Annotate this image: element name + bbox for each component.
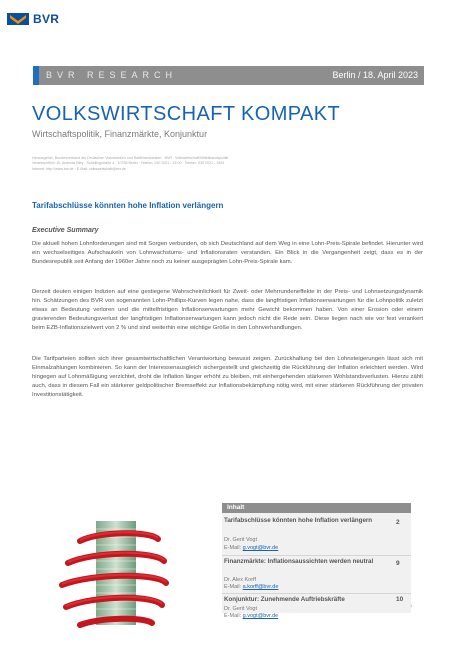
contents-header [222, 503, 411, 513]
publisher-info [32, 156, 424, 172]
email-link[interactable]: g.vogt@bvr.de [242, 545, 279, 551]
article-heading: Tarifabschlüsse könnten hohe Inflation verlängern [32, 201, 224, 210]
publisher-line: Herausgeber: Bundesverband der Deutschen Volksbanken und Raiffeisenbanken · BVR · Volkswirtschaft/Mittelstandspolitik [32, 156, 229, 160]
money-spiral-icon [40, 513, 190, 633]
logo-text: BVR [33, 12, 60, 26]
toc-item-page: 9 [396, 560, 400, 567]
toc-item-email [224, 613, 278, 619]
toc-item-email [224, 545, 278, 551]
email-label: E-Mail: [224, 545, 242, 551]
email-link[interactable]: a.korff@bvr.de [242, 584, 279, 590]
toc-item-author: Dr. Gerit Vogt [224, 537, 258, 543]
toc-item-author: Dr. Gerit Vogt [224, 606, 258, 612]
toc-divider [222, 593, 411, 594]
email-label: E-Mail: [224, 613, 242, 619]
email-label: E-Mail: [224, 584, 242, 590]
email-link[interactable]: g.vogt@bvr.de [242, 613, 279, 619]
toc-item-email [224, 584, 278, 590]
toc-divider [222, 555, 411, 556]
banner-accent [33, 66, 39, 85]
toc-item-title[interactable]: Finanzmärkte: Inflationsaussichten werden neutral [224, 558, 374, 565]
page-title: VOLKSWIRTSCHAFT KOMPAKT [32, 103, 341, 125]
executive-summary-label: Executive Summary [32, 227, 99, 234]
page-subtitle: Wirtschaftspolitik, Finanzmärkte, Konjunktur [32, 129, 208, 139]
toc-item-page: 10 [396, 596, 404, 603]
publisher-line: Verantwortlich: Dr. Andreas Bley · Schellingstraße 4 · 10785 Berlin · Telefon: 030 2021 - 15 00 · Telefax: 030 2021 - 1904 [32, 161, 225, 166]
publisher-line: Internet: http://www.bvr.de · E-Mail: volkswirtschaft@bvr.de [32, 166, 126, 171]
toc-item-title[interactable]: Konjunktur: Zunehmende Auftriebskräfte [224, 596, 345, 603]
toc-item-page: 2 [396, 519, 400, 526]
bvr-logo-mark-icon [7, 13, 29, 25]
toc-item-author: Dr. Alex Korff [224, 577, 256, 583]
summary-paragraph-3: Die Tarifparteien sollten sich ihrer gesamtwirtschaftlichen Verantwortung bewusst zeigen. Zurückhaltung bei den Lohnsteigerungen lässt sich mit Einmalzahlungen kombinieren. So kann der Interessenausgleich sichergestellt und gleichzeitig die Rückführung der Inflation erleichtert werden. Wird hingegen auf Lohnmäßigung verzichtet, droht die Inflation länger erhöht zu bleiben, mit einhergehenden stärkeren Wohlstandsverlusten. Hierzu zählt auch, dass in diesem Fall ein stärkerer geldpolitischer Bremseffekt zur Inflationsbekämpfung nötig wird, mit einer stärkeren Rückführung der privaten Investitionstätigkeit. [32, 356, 423, 398]
bvr-logo [7, 12, 59, 26]
toc-item-title[interactable]: Tarifabschlüsse könnten hohe Inflation verlängern [224, 517, 373, 524]
summary-paragraph-1: Die aktuell hohen Lohnforderungen sind mit Sorgen verbunden, ob sich Deutschland auf dem Weg in eine Lohn-Preis-Spirale befindet. Hierunter wird ein wechselseitiges Aufschaukeln von Lohnwachstums- und Inflationsraten verstanden. Ein Blick in die Vergangenheit zeigt, dass es in der Bundesrepublik seit Anfang der 1960er Jahre noch zu keiner ausgeprägten Lohn-Preis-Spirale kam. [32, 241, 423, 265]
contents-heading: Inhalt [227, 504, 245, 511]
summary-paragraph-2: Derzeit deuten einigen Indizien auf eine gestiegene Wahrscheinlichkeit für Zweit- oder Mehrrundeneffekte in der Preis- und Lohnsetzungsdynamik hin. Schätzungen des BVR von sogenannten Lohn-Phillips-Kurven legen nahe, dass die langfristigen Inflationserwartungen für die Lohnpolitik zuletzt etwas an Bedeutung verloren und die mittelfristigen Inflationserwartungen mehr Gewicht bekommen haben. Von einer Erosion oder einem gravierenden Bedeutungsverlust der langfristigen Inflationserwartungen kann jedoch nicht die Rede sein. Diese liegen nach wie vor fest verankert beim EZB-Inflationszielwert von 2 % und sind weiterhin eine wichtige Größe in den Lohnverhandlungen. [32, 289, 423, 331]
banner-date: Berlin / 18. April 2023 [332, 70, 418, 80]
banner-title: BVR RESEARCH [46, 70, 178, 80]
page-number: 1 [410, 603, 413, 608]
